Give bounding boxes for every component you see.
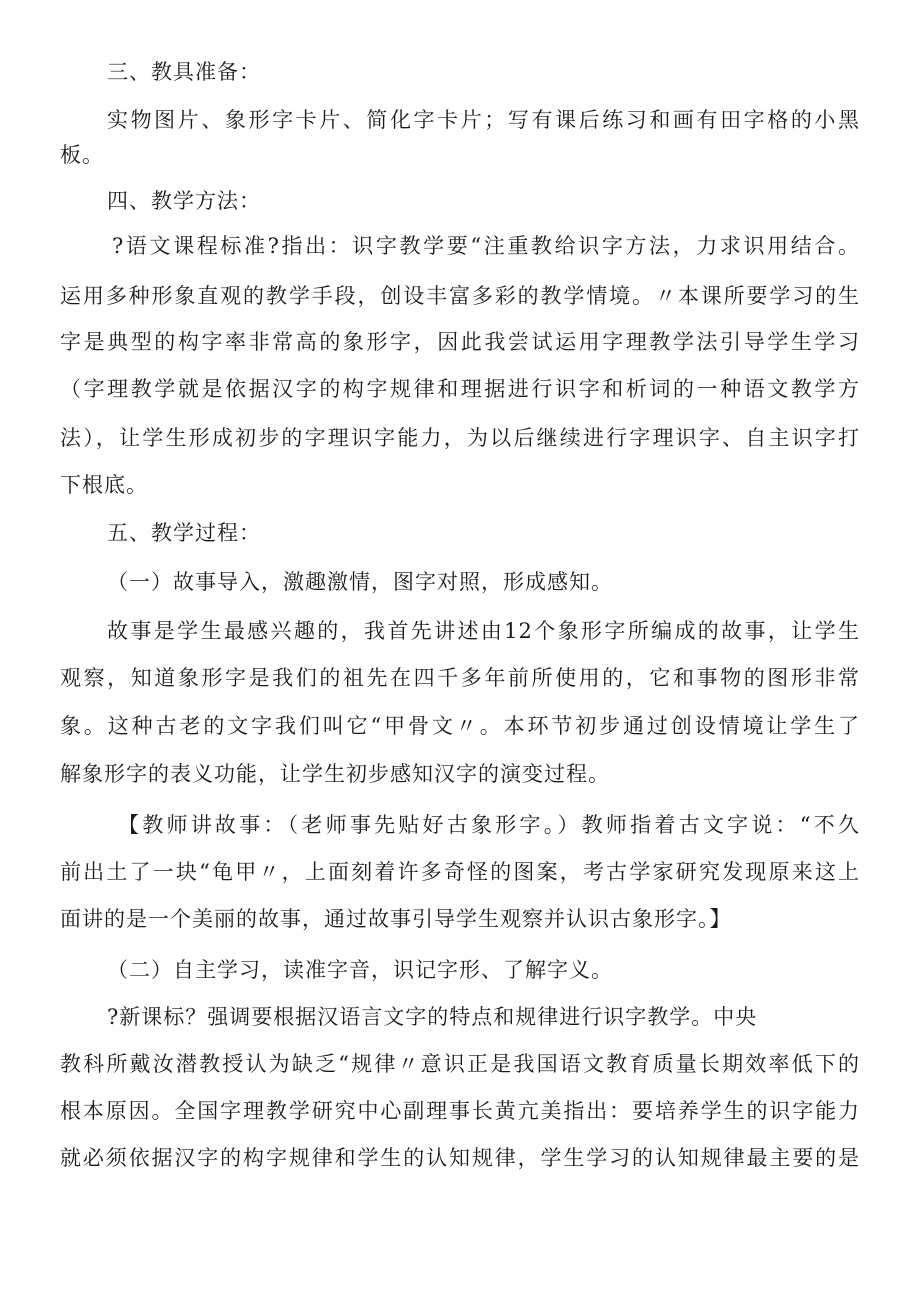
subheading-part-two: （二）自主学习，读准字音，识记字形、了解字义。 [107, 958, 613, 982]
paragraph-line: ?新课标？强调要根据汉语言文字的特点和规律进行识字教学。中央 [107, 1005, 758, 1029]
paragraph-line: 根本原因。全国字理教学研究中心副理事长黄亢美指出：要培养学生的识字能力 [60, 1099, 860, 1123]
paragraph-line: 观察，知道象形字是我们的祖先在四千多年前所使用的，它和事物的图形非常 [60, 666, 860, 690]
paragraph-line: 板。 [60, 143, 104, 167]
subheading-part-one: （一）故事导入，激趣激情，图字对照，形成感知。 [107, 570, 613, 594]
paragraph-line: 下根底。 [60, 473, 148, 497]
section-heading-teaching-aids: 三、教具准备： [107, 60, 261, 84]
paragraph-line: 运用多种形象直观的教学手段，创设丰富多彩的教学情境。〃本课所要学习的生 [60, 284, 860, 308]
paragraph-line: 前出土了一块“龟甲〃，上面刻着许多奇怪的图案，考古学家研究发现原来这上 [60, 860, 860, 884]
paragraph-line: ?语文课程标准?指出：识字教学要“注重教给识字方法，力求识用结合。 [112, 234, 860, 258]
paragraph-line: 故事是学生最感兴趣的，我首先讲述由12个象形字所编成的故事，让学生 [107, 619, 860, 643]
paragraph-line: 象。这种古老的文字我们叫它“甲骨文〃。本环节初步通过创设情境让学生了 [60, 714, 860, 738]
paragraph-line: 实物图片、象形字卡片、简化字卡片；写有课后练习和画有田字格的小黑 [107, 108, 860, 132]
paragraph-line: 字是典型的构字率非常高的象形字，因此我尝试运用字理教学法引导学生学习 [60, 330, 860, 354]
paragraph-line: 解象形字的表义功能，让学生初步感知汉字的演变过程。 [60, 762, 610, 786]
section-heading-teaching-methods: 四、教学方法： [107, 189, 261, 213]
section-heading-teaching-process: 五、教学过程： [107, 521, 261, 545]
paragraph-line: 教科所戴汝潜教授认为缺乏“规律〃意识正是我国语文教育质量长期效率低下的 [60, 1052, 860, 1076]
paragraph-line: 就必须依据汉字的构字规律和学生的认知规律，学生学习的认知规律最主要的是 [60, 1146, 860, 1170]
paragraph-line: 【教师讲故事：（老师事先贴好古象形字。）教师指着古文字说：“不久 [118, 813, 860, 837]
paragraph-line: 面讲的是一个美丽的故事，通过故事引导学生观察并认识古象形字。】 [60, 907, 732, 931]
paragraph-line: 法），让学生形成初步的字理识字能力，为以后继续进行字理识字、自主识字打 [60, 426, 860, 450]
paragraph-line: （字理教学就是依据汉字的构字规律和理据进行识字和析词的一种语文教学方 [60, 377, 860, 401]
